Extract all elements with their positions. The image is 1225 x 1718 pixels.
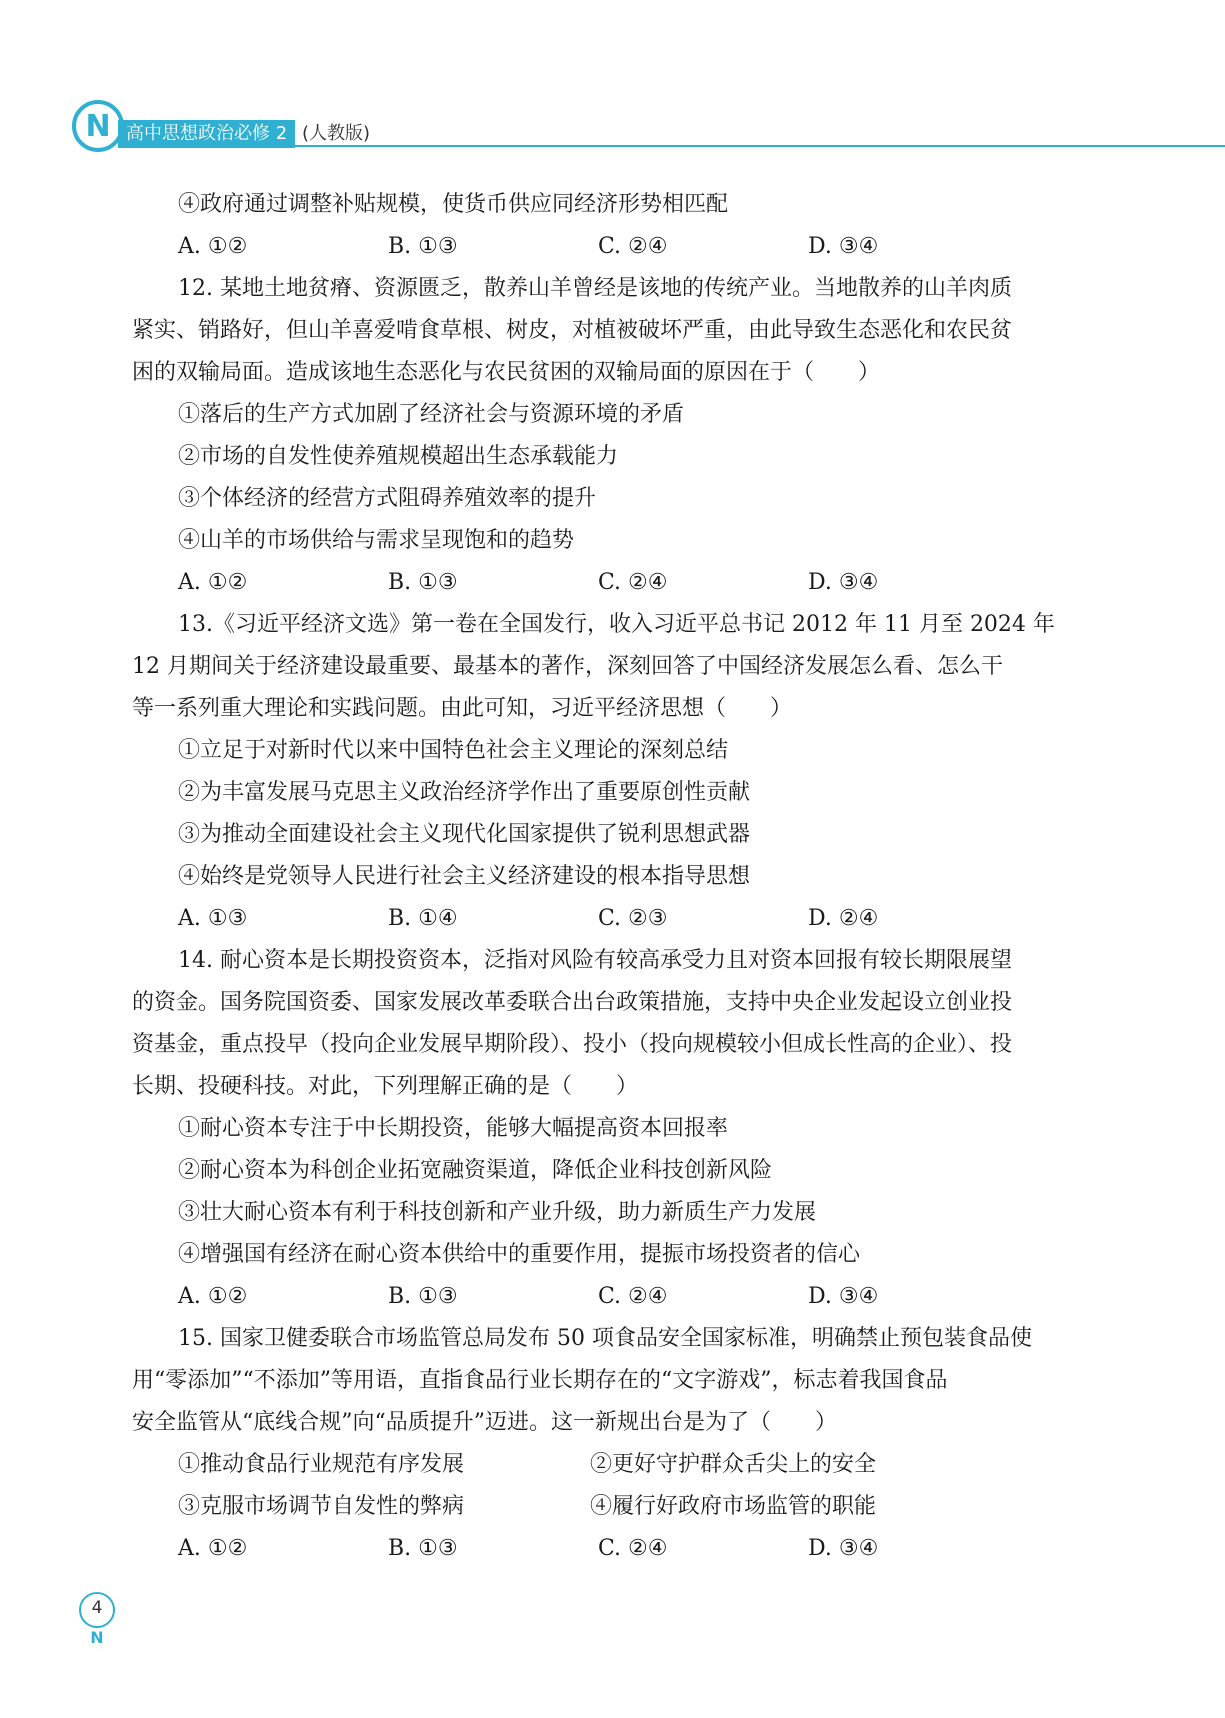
q15-stem-line: 安全监管从“底线合规”向“品质提升”迈进。这一新规出台是为了（ ） xyxy=(132,1410,837,1435)
q13-option-c: C. ②③ xyxy=(598,906,668,931)
q12-stem-line: 紧实、销路好，但山羊喜爱啃食草根、树皮，对植被破坏严重，由此导致生态恶化和农民贫 xyxy=(132,318,1013,343)
q15-item: ④履行好政府市场监管的职能 xyxy=(590,1494,877,1519)
q15-options xyxy=(132,1528,1097,1570)
q11-option-a: A. ①② xyxy=(178,234,248,259)
q13-item: ②为丰富发展马克思主义政治经济学作出了重要原创性贡献 xyxy=(178,780,751,805)
q15-option-c: C. ②④ xyxy=(598,1536,668,1561)
q12-option-a: A. ①② xyxy=(178,570,248,595)
q14-item: ④增强国有经济在耐心资本供给中的重要作用，提振市场投资者的信心 xyxy=(178,1242,861,1267)
book-edition: (人教版) xyxy=(302,123,371,144)
question-content xyxy=(132,184,1097,1570)
q14-option-d: D. ③④ xyxy=(808,1284,879,1309)
q14-stem-line: 的资金。国务院国资委、国家发展改革委联合出台政策措施，支持中央企业发起设立创业投 xyxy=(132,990,1013,1015)
q14-option-b: B. ①③ xyxy=(388,1284,458,1309)
page-number-badge xyxy=(74,1592,120,1646)
q14-item: ②耐心资本为科创企业拓宽融资渠道，降低企业科技创新风险 xyxy=(178,1158,773,1183)
q15-item: ②更好守护群众舌尖上的安全 xyxy=(590,1452,877,1477)
q13-stem-line: 13.《习近平经济文选》第一卷在全国发行，收入习近平总书记 2012 年 11 月至 2024 年 xyxy=(178,612,1055,637)
q12-stem-line: 12. 某地土地贫瘠、资源匮乏，散养山羊曾经是该地的传统产业。当地散养的山羊肉质 xyxy=(178,276,1012,301)
q12-item: ④山羊的市场供给与需求呈现饱和的趋势 xyxy=(178,528,575,553)
q12-option-c: C. ②④ xyxy=(598,570,668,595)
q13-item: ①立足于对新时代以来中国特色社会主义理论的深刻总结 xyxy=(178,738,729,763)
footer-logo-letter: N xyxy=(90,1628,104,1646)
page-header xyxy=(0,0,1225,160)
q15-option-b: B. ①③ xyxy=(388,1536,458,1561)
q12-item: ③个体经济的经营方式阻碍养殖效率的提升 xyxy=(178,486,597,511)
q13-stem-line: 12 月期间关于经济建设最重要、最基本的著作，深刻回答了中国经济发展怎么看、怎么干 xyxy=(132,654,1003,679)
q15-option-d: D. ③④ xyxy=(808,1536,879,1561)
q11-option-c: C. ②④ xyxy=(598,234,668,259)
q13-stem-line: 等一系列重大理论和实践问题。由此可知，习近平经济思想（ ） xyxy=(132,696,793,721)
q15-option-a: A. ①② xyxy=(178,1536,248,1561)
q12-option-b: B. ①③ xyxy=(388,570,458,595)
q12-item: ①落后的生产方式加剧了经济社会与资源环境的矛盾 xyxy=(178,402,685,427)
logo-letter: N xyxy=(85,109,111,144)
q11-options xyxy=(132,226,1097,268)
q13-option-d: D. ②④ xyxy=(808,906,879,931)
q14-option-a: A. ①② xyxy=(178,1284,248,1309)
q15-items-row xyxy=(132,1444,1097,1486)
q11-option-b: B. ①③ xyxy=(388,234,458,259)
q13-item: ③为推动全面建设社会主义现代化国家提供了锐利思想武器 xyxy=(178,822,751,847)
q12-options xyxy=(132,562,1097,604)
q12-stem-line: 困的双输局面。造成该地生态恶化与农民贫困的双输局面的原因在于（ ） xyxy=(132,360,881,385)
q11-item-4: ④政府通过调整补贴规模，使货币供应同经济形势相匹配 xyxy=(178,192,729,217)
page-number: 4 xyxy=(91,1598,103,1618)
q13-option-a: A. ①③ xyxy=(178,906,248,931)
q11-option-d: D. ③④ xyxy=(808,234,879,259)
book-title: 高中思想政治必修 2 xyxy=(118,120,295,148)
q15-item: ③克服市场调节自发性的弊病 xyxy=(178,1494,465,1519)
q14-stem-line: 14. 耐心资本是长期投资资本，泛指对风险有较高承受力且对资本回报有较长期限展望 xyxy=(178,948,1012,973)
q12-option-d: D. ③④ xyxy=(808,570,879,595)
q14-item: ①耐心资本专注于中长期投资，能够大幅提高资本回报率 xyxy=(178,1116,729,1141)
q15-stem-line: 15. 国家卫健委联合市场监管总局发布 50 项食品安全国家标准，明确禁止预包装食品使 xyxy=(178,1326,1032,1351)
q13-options xyxy=(132,898,1097,940)
q12-item: ②市场的自发性使养殖规模超出生态承载能力 xyxy=(178,444,619,469)
q14-options xyxy=(132,1276,1097,1318)
q13-item: ④始终是党领导人民进行社会主义经济建设的根本指导思想 xyxy=(178,864,751,889)
q14-item: ③壮大耐心资本有利于科技创新和产业升级，助力新质生产力发展 xyxy=(178,1200,817,1225)
q14-stem-line: 长期、投硬科技。对此，下列理解正确的是（ ） xyxy=(132,1074,639,1099)
q14-stem-line: 资基金，重点投早（投向企业发展早期阶段）、投小（投向规模较小但成长性高的企业）、投 xyxy=(132,1032,1013,1057)
q15-items-row xyxy=(132,1486,1097,1528)
q15-item: ①推动食品行业规范有序发展 xyxy=(178,1452,465,1477)
q13-option-b: B. ①④ xyxy=(388,906,458,931)
q14-option-c: C. ②④ xyxy=(598,1284,668,1309)
q15-stem-line: 用“零添加”“不添加”等用语，直指食品行业长期存在的“文字游戏”，标志着我国食品 xyxy=(132,1368,948,1393)
